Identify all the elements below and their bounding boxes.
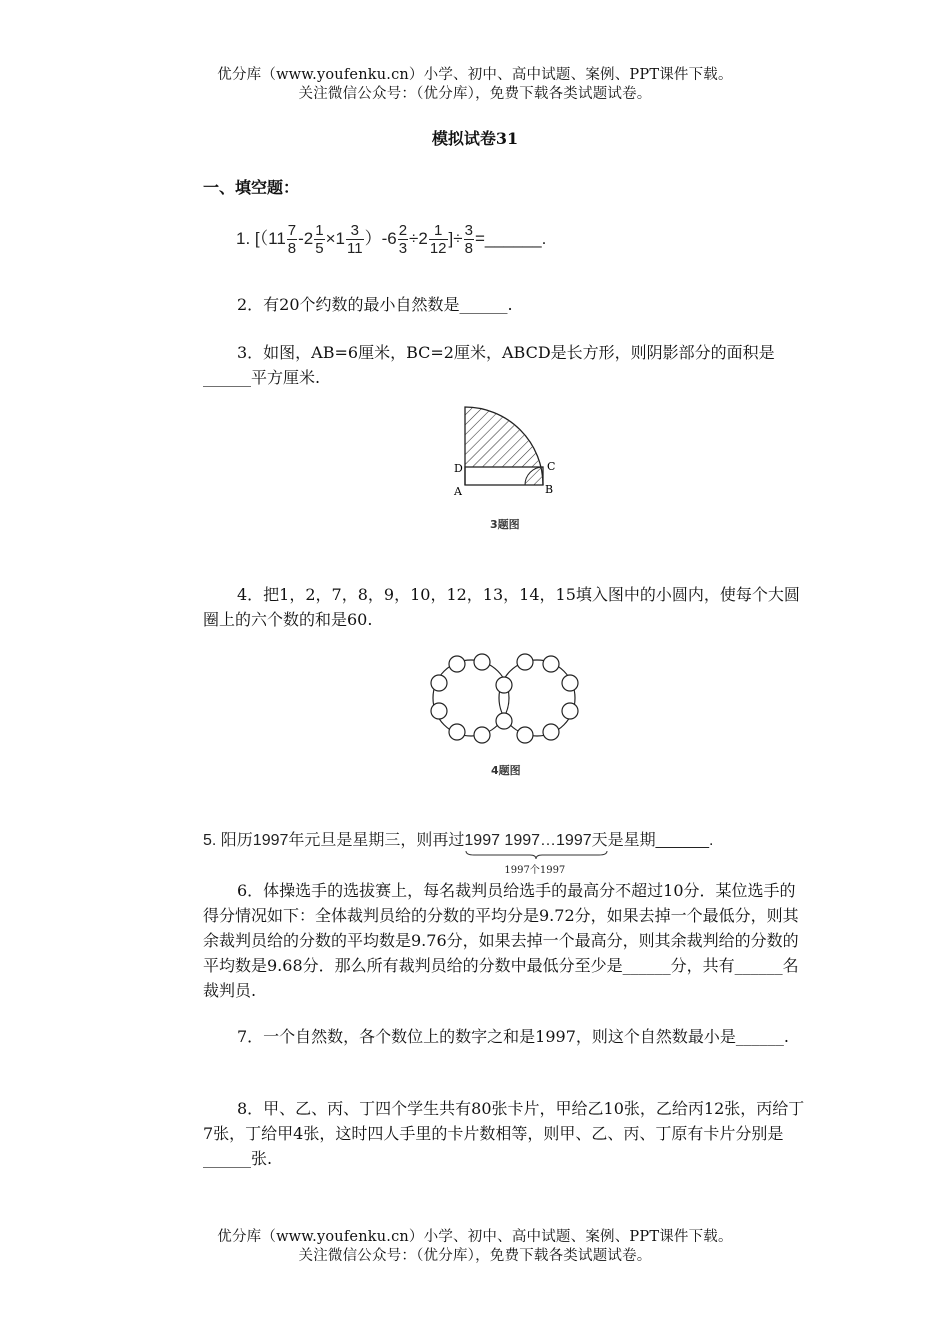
question-1 [236, 222, 546, 257]
section-heading: 一、填空题： [203, 178, 300, 197]
small-circle [474, 727, 490, 743]
q5-number-text: 1997 1997…1997 [464, 832, 592, 849]
q1-number: 1. [236, 228, 251, 248]
question-3 [203, 340, 808, 390]
small-circle [431, 703, 447, 719]
page-header [0, 66, 950, 104]
q1-term: ]÷ [448, 228, 463, 248]
q1-term: ×1 [325, 228, 345, 248]
q5-number [464, 832, 592, 876]
q7-text: 7．一个自然数，各个数位上的数字之和是1997，则这个自然数最小是______. [237, 1027, 789, 1046]
figure-4 [425, 650, 590, 780]
q5-brace-label: 1997个1997 [504, 865, 566, 876]
question-5 [203, 827, 714, 876]
q3-text: 3．如图，AB=6厘米，BC=2厘米，ABCD是长方形，则阴影部分的面积是______平方厘米. [203, 343, 775, 387]
q1-term: -2 [298, 228, 314, 248]
fraction: $\frac{1}{12}$ [429, 222, 447, 257]
page-title: 模拟试卷31 [431, 129, 519, 148]
fraction: $\frac{7}{8}$ [287, 222, 297, 257]
question-6 [203, 878, 808, 1003]
label-c: C [547, 460, 556, 473]
label-a: A [454, 485, 462, 498]
label-d: D [454, 462, 463, 475]
small-circle [517, 654, 533, 670]
q6-text: 6．体操选手的选拔赛上，每名裁判员给选手的最高分不超过10分．某位选手的得分情况如下：全体裁判员给的分数的平均分是9.72分，如果去掉一个最低分，则其余裁判员给的分数的平均数是9.76分，如果去掉一个最高分，则其余裁判给的分数的平均数是9.68分．那么所有裁判员给的分数中最低分至少是______分，共有______名裁判员. [203, 881, 799, 1000]
question-7 [203, 1024, 808, 1049]
footer-line-1: 优分库（www.youfenku.cn）小学、初中、高中试题、案例、PPT课件下载。 [217, 1229, 733, 1245]
fraction: $\frac{1}{5}$ [315, 222, 324, 257]
small-circle [496, 677, 512, 693]
fraction: $\frac{3}{8}$ [464, 222, 473, 257]
question-4 [203, 582, 808, 632]
footer-line-2: 关注微信公众号：（优分库），免费下载各类试题试卷。 [298, 1248, 652, 1264]
small-circle [449, 656, 465, 672]
label-b: B [545, 483, 554, 496]
q5-after: 天是星期______. [591, 832, 714, 849]
figure-3 [445, 405, 565, 540]
small-circle [449, 724, 465, 740]
small-circle [562, 703, 578, 719]
q1-term: ）-6 [364, 228, 397, 248]
question-2 [203, 292, 808, 317]
q1-open: [（11 [254, 228, 286, 248]
q4-text: 4．把1，2，7，8，9，10，12，13，14，15填入图中的小圆内，使每个大圆圈上的六个数的和是60. [203, 585, 800, 629]
q2-text: 2．有20个约数的最小自然数是______. [237, 295, 513, 314]
fraction: $\frac{3}{11}$ [347, 222, 363, 257]
q1-term: ÷2 [409, 228, 428, 248]
small-circle [562, 675, 578, 691]
small-circle [543, 656, 559, 672]
underbrace [464, 850, 609, 860]
page-footer [0, 1228, 950, 1266]
figure-3-caption: 3题图 [490, 518, 520, 531]
q5-before: 5. 阳历1997年元旦是星期三，则再过 [203, 832, 465, 849]
small-circle [431, 675, 447, 691]
small-circle [496, 713, 512, 729]
header-line-1: 优分库（www.youfenku.cn）小学、初中、高中试题、案例、PPT课件下载。 [217, 67, 733, 83]
small-circle [474, 654, 490, 670]
question-8 [203, 1096, 808, 1171]
small-circle [543, 724, 559, 740]
small-circle [517, 727, 533, 743]
q1-answer-blank: =______. [474, 228, 547, 248]
figure-4-caption: 4题图 [491, 764, 521, 777]
fraction: $\frac{2}{3}$ [398, 222, 408, 257]
q8-text: 8．甲、乙、丙、丁四个学生共有80张卡片，甲给乙10张，乙给丙12张，丙给丁7张，丁给甲4张，这时四人手里的卡片数相等，则甲、乙、丙、丁原有卡片分别是______张. [203, 1099, 805, 1168]
header-line-2: 关注微信公众号：（优分库），免费下载各类试题试卷。 [298, 86, 652, 102]
